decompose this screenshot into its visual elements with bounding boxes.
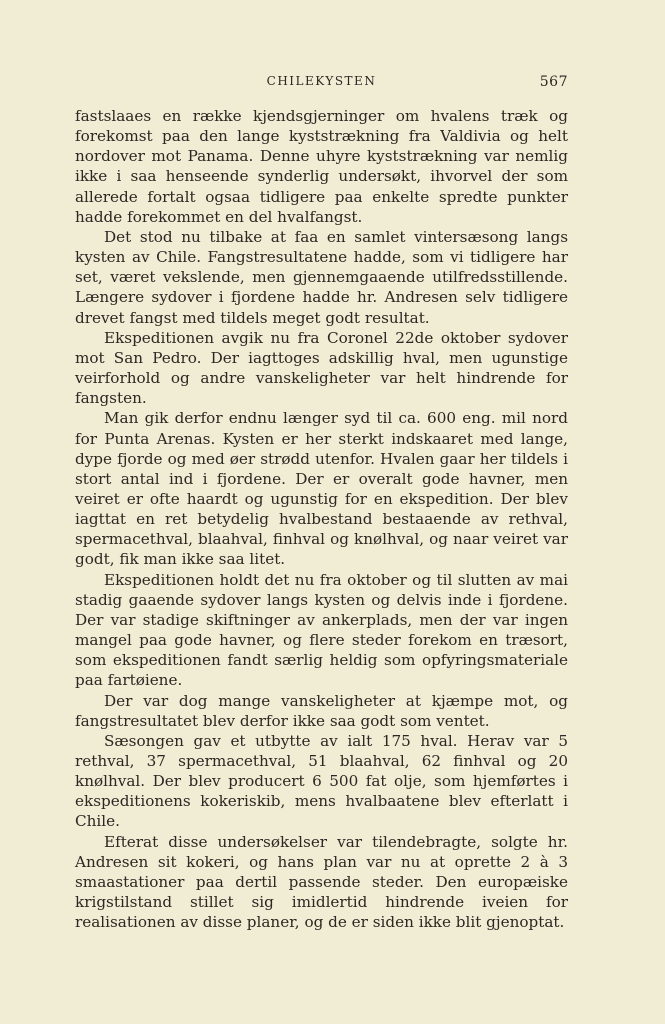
body-text — [75, 106, 568, 932]
running-title: CHILEKYSTEN — [266, 74, 377, 88]
paragraph: Man gik derfor endnu længer syd til ca. 600 eng. mil nord for Punta Arenas. Kysten er her sterkt indskaaret med lange, dype fjorde og med øer strødd utenfor. Hvalen gaar her tildels i stort antal ind i fjordene. Der er overalt gode havner, men veiret er ofte haardt og ugunstig for en ekspedition. Der blev iagttat en ret betydelig hvalbestand bestaaende av rethval, spermacethval, blaahval, finhval og knølhval, og naar veiret var godt, fik man ikke saa litet. — [75, 409, 568, 569]
running-head — [75, 74, 568, 94]
paragraph: Det stod nu tilbake at faa en samlet vintersæsong langs kysten av Chile. Fangstresultatene hadde, som vi tidligere har set, været vekslende, men gjennemgaaende utilfredsstillende. Længere sydover i fjordene hadde hr. Andresen selv tidligere drevet fangst med tildels meget godt resultat. — [75, 227, 568, 327]
page-number: 567 — [539, 74, 568, 90]
paragraph: Der var dog mange vanskeligheter at kjæmpe mot, og fangstresultatet blev derfor ikke saa godt som ventet. — [75, 691, 568, 730]
paragraph: fastslaaes en række kjendsgjerninger om hvalens træk og forekomst paa den lange kyststrækning fra Valdivia og helt nordover mot Panama. Denne uhyre kyststrækning var nemlig ikke i saa henseende synderlig undersøkt, ihvorvel der som allerede fortalt ogsaa tidligere paa enkelte spredte punkter hadde forekommet en del hvalfangst. — [75, 107, 568, 226]
paragraph: Efterat disse undersøkelser var tilendebragte, solgte hr. Andresen sit kokeri, og hans plan var nu at oprette 2 à 3 smaastationer paa dertil passende steder. Den europæiske krigstilstand stillet sig imidlertid hindrende iveien for realisationen av disse planer, og de er siden ikke blit gjenoptat. — [75, 832, 568, 932]
paragraph: Ekspeditionen avgik nu fra Coronel 22de oktober sydover mot San Pedro. Der iagttoges adskillig hval, men ugunstige veirforhold og andre vanskeligheter var helt hindrende for fangsten. — [75, 328, 568, 408]
paragraph: Sæsongen gav et utbytte av ialt 175 hval. Herav var 5 rethval, 37 spermacethval, 51 blaahval, 62 finhval og 20 knølhval. Der blev producert 6 500 fat olje, som hjemførtes i ekspeditionens kokeriskib, mens hvalbaatene blev efterlatt i Chile. — [75, 731, 568, 831]
paragraph: Ekspeditionen holdt det nu fra oktober og til slutten av mai stadig gaaende sydover langs kysten og delvis inde i fjordene. Der var stadige skiftninger av ankerplads, men der var ingen mangel paa gode havner, og flere steder forekom en træsort, som ekspeditionen fandt særlig heldig som opfyringsmateriale paa fartøiene. — [75, 570, 568, 690]
